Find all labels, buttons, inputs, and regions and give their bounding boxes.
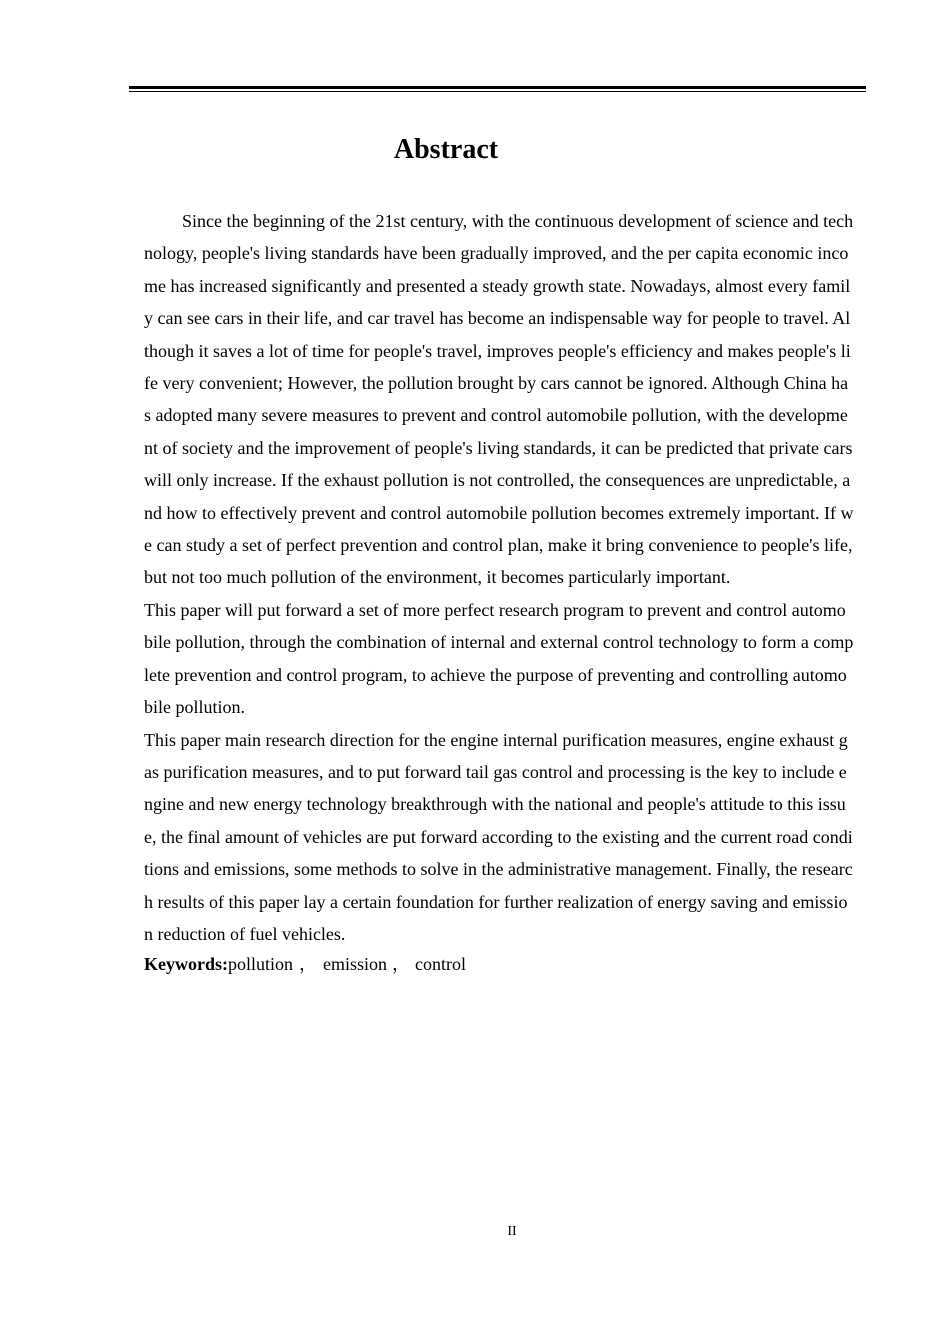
keyword-separator-2: ， (392, 954, 411, 975)
header-rule (129, 86, 866, 92)
keyword-3: control (415, 954, 467, 975)
page-number: II (507, 1224, 517, 1239)
keyword-separator-1: ， (299, 954, 318, 975)
keyword-1: pollution (228, 954, 294, 975)
header-rule-thick (129, 86, 866, 89)
page-title: Abstract (393, 134, 499, 165)
abstract-paragraph-3: This paper main research direction for the engine internal purification measures, engine exhaust gas purification measures, and to put forward tail gas control and processing is the key to include engine and new energy technology breakthrough with the national and people's attitude to this issue, the final amount of vehicles are put forward according to the existing and the current road conditions and emissions, some methods to solve in the administrative management. Finally, the research results of this paper lay a certain foundation for further realization of energy saving and emission reduction of fuel vehicles. (144, 729, 853, 944)
keywords-line (144, 950, 854, 978)
abstract-paragraph-2: This paper will put forward a set of more perfect research program to prevent and control automobile pollution, through the combination of internal and external control technology to form a complete prevention and control program, to achieve the purpose of preventing and controlling automobile pollution. (144, 599, 854, 718)
abstract-paragraph-1: Since the beginning of the 21st century, with the continuous development of science and technology, people's living standards have been gradually improved, and the per capita economic income has increased significantly and presented a steady growth state. Nowadays, almost every family can see cars in their life, and car travel has become an indispensable way for people to travel. Although it saves a lot of time for people's travel, improves people's efficiency and makes people's life very convenient; However, the pollution brought by cars cannot be ignored. Although China has adopted many severe measures to prevent and control automobile pollution, with the development of society and the improvement of people's living standards, it can be predicted that private cars will only increase. If the exhaust pollution is not controlled, the consequences are unpredictable, and how to effectively prevent and control automobile pollution becomes extremely important. If we can study a set of perfect prevention and control plan, make it bring convenience to people's life, but not too much pollution of the environment, it becomes particularly important. (144, 211, 854, 588)
keyword-2: emission (323, 954, 388, 975)
keywords-label: Keywords: (144, 954, 228, 975)
abstract-body (144, 205, 854, 978)
header-rule-thin (129, 91, 866, 92)
